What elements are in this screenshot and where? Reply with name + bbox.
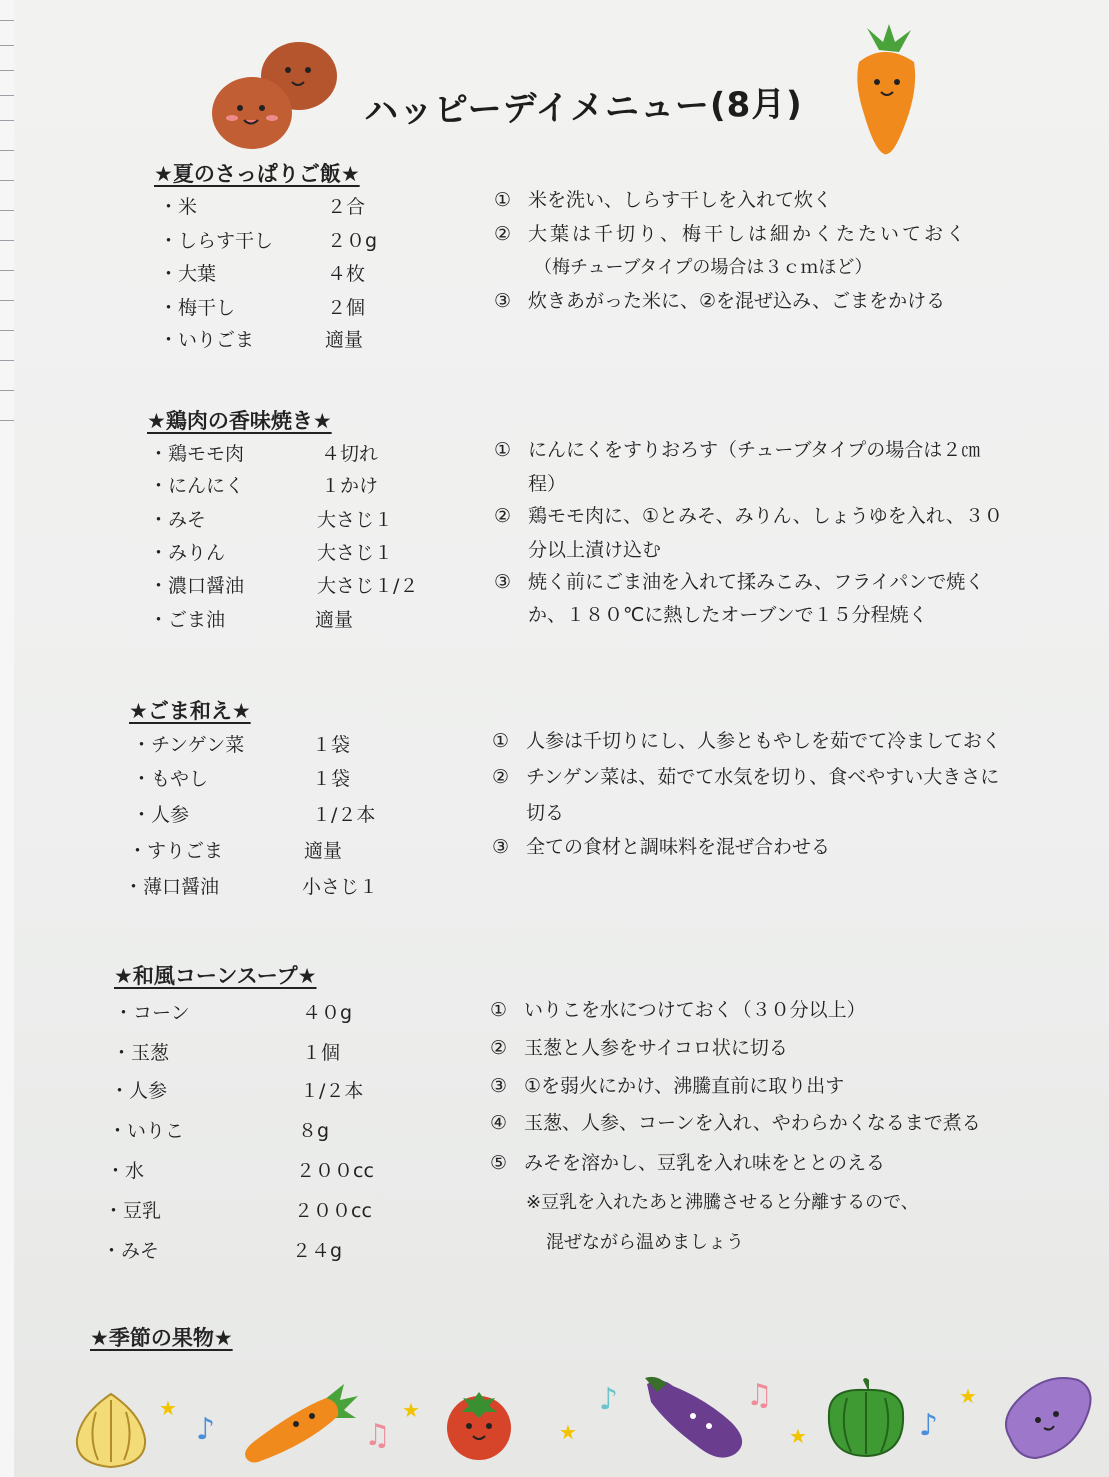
step-row: ⑤ みそを溶かし、豆乳を入れ味をととのえる <box>490 1152 886 1174</box>
sweet-potato-icon <box>994 1368 1099 1463</box>
step-row: ② チンゲン菜は、茹でて水気を切り、食べやすい大きさに <box>492 766 1000 788</box>
step-row: ③ 焼く前にごま油を入れて揉みこみ、フライパンで焼く <box>494 571 985 593</box>
step-row: ④ 玉葱、人参、コーンを入れ、やわらかくなるまで煮る <box>490 1112 981 1134</box>
section-title-sesame-dressing: ★ごま和え★ <box>129 699 251 723</box>
step-note: 混ぜながら温めましょう <box>546 1232 744 1253</box>
section-title-corn-soup: ★和風コーンスープ★ <box>114 964 317 988</box>
step-row: ② 鶏モモ肉に、①とみそ、みりん、しょうゆを入れ、３０ <box>494 505 1003 527</box>
eggplant-icon <box>639 1372 749 1462</box>
onion-icon <box>66 1390 156 1470</box>
section-title-chicken: ★鶏肉の香味焼き★ <box>147 409 332 433</box>
step-row: ③ 全ての食材と調味料を混ぜ合わせる <box>492 836 831 858</box>
step-row: ① にんにくをすりおろす（チューブタイプの場合は２㎝ <box>494 439 981 461</box>
recipe-sheet: ハッピーデイメニュー(8月) ★夏のさっぱりご飯★ ・米 ２合 ・しらす干し ２０g ・大葉 ４枚 ・梅干し ２個 ・いりごま 適量 ① 米を洗い、しらす干しを入れて炊く ② 大葉は千切り、梅干しは細かくたたいておく （梅チューブタイプの場合は３ｃｍほど） ③ 炊きあがった米に、②を混ぜ込み、ごまをかける ★鶏肉の香味焼き★ ・鶏モモ肉 ４切れ ・にんにく １かけ ・みそ 大さじ１ ・みりん 大さじ１ ・濃口醤油 大さじ１/２ ・ごま油 適量 ① にんにくをすりおろす（チューブタイプの場合は２㎝ 程） ② 鶏モモ肉に、①とみそ、みりん、しょうゆを入れ、３０ 分以上漬け込む ③ 焼く前にごま油を入れて揉みこみ、フライパンで焼く か、１８０℃に熱したオーブンで１５分程焼く ★ごま和え★ ・チンゲン菜 １袋 ・もやし １袋 ・人参 １/２本 ・すりごま 適量 ・薄口醤油 小さじ１ ① 人参は千切りにし、人参ともやしを茹でて冷ましておく ② チンゲン菜は、茹でて水気を切り、食べやすい大きさに 切る ③ 全ての食材と調味料を混ぜ合わせる ★和風コーンスープ★ ・コーン ４０g ・玉葱 １個 ・人参 １/２本 ・いりこ ８g ・水 ２００cc ・豆乳 ２００cc ・みそ ２４g ① いりこを水につけておく（３０分以上） ② 玉葱と人参をサイコロ状に切る ③ ①を弱火にかけ、沸騰直前に取り出す ④ 玉葱、人参、コーンを入れ、やわらかくなるまで煮る ⑤ みそを溶かし、豆乳を入れ味をととのえる ※豆乳を入れたあと沸騰させると分離するので、 混ぜながら温めましょう ★季節の果物★ ★ ♪ ♫ ★ ★ ♪ ♫ ★ ♪ ★ <box>14 0 1109 1477</box>
step-row: ③ ①を弱火にかけ、沸騰直前に取り出す <box>490 1075 845 1097</box>
green-pepper-icon <box>819 1374 914 1462</box>
step-row: 程） <box>528 473 567 495</box>
tomato-icon <box>439 1382 519 1462</box>
umeboshi-icon <box>204 38 354 153</box>
step-note: ※豆乳を入れたあと沸騰させると分離するので、 <box>526 1192 919 1213</box>
step-row: ① 人参は千切りにし、人参ともやしを茹でて冷ましておく <box>492 730 1002 752</box>
carrot-icon <box>236 1378 366 1468</box>
step-row: ③ 炊きあがった米に、②を混ぜ込み、ごまをかける <box>494 290 946 312</box>
step-row: ② 大葉は千切り、梅干しは細かくたたいておく <box>494 223 969 245</box>
star-icon: ★ <box>159 1396 177 1420</box>
star-icon: ★ <box>402 1398 420 1422</box>
carrot-icon <box>839 22 934 157</box>
music-note-icon: ♫ <box>746 1378 773 1413</box>
section-title-seasonal-fruit: ★季節の果物★ <box>90 1326 233 1350</box>
step-row: ① 米を洗い、しらす干しを入れて炊く <box>494 189 833 211</box>
music-note-icon: ♪ <box>196 1412 216 1447</box>
section-title-summer-rice: ★夏のさっぱりご飯★ <box>154 162 360 186</box>
step-row: 切る <box>526 802 565 824</box>
step-row: ② 玉葱と人参をサイコロ状に切る <box>490 1037 788 1059</box>
binder-edge <box>0 0 15 1477</box>
music-note-icon: ♫ <box>364 1418 391 1453</box>
page-title: ハッピーデイメニュー(8月) <box>363 84 804 132</box>
star-icon: ★ <box>559 1420 577 1444</box>
step-row: 分以上漬け込む <box>528 539 662 561</box>
step-note: （梅チューブタイプの場合は３ｃｍほど） <box>534 257 873 278</box>
step-row: か、１８０℃に熱したオーブンで１５分程焼く <box>528 604 928 626</box>
star-icon: ★ <box>959 1384 977 1408</box>
music-note-icon: ♪ <box>919 1408 939 1443</box>
step-row: ① いりこを水につけておく（３０分以上） <box>490 999 866 1021</box>
music-note-icon: ♪ <box>599 1382 619 1417</box>
star-icon: ★ <box>789 1424 807 1448</box>
